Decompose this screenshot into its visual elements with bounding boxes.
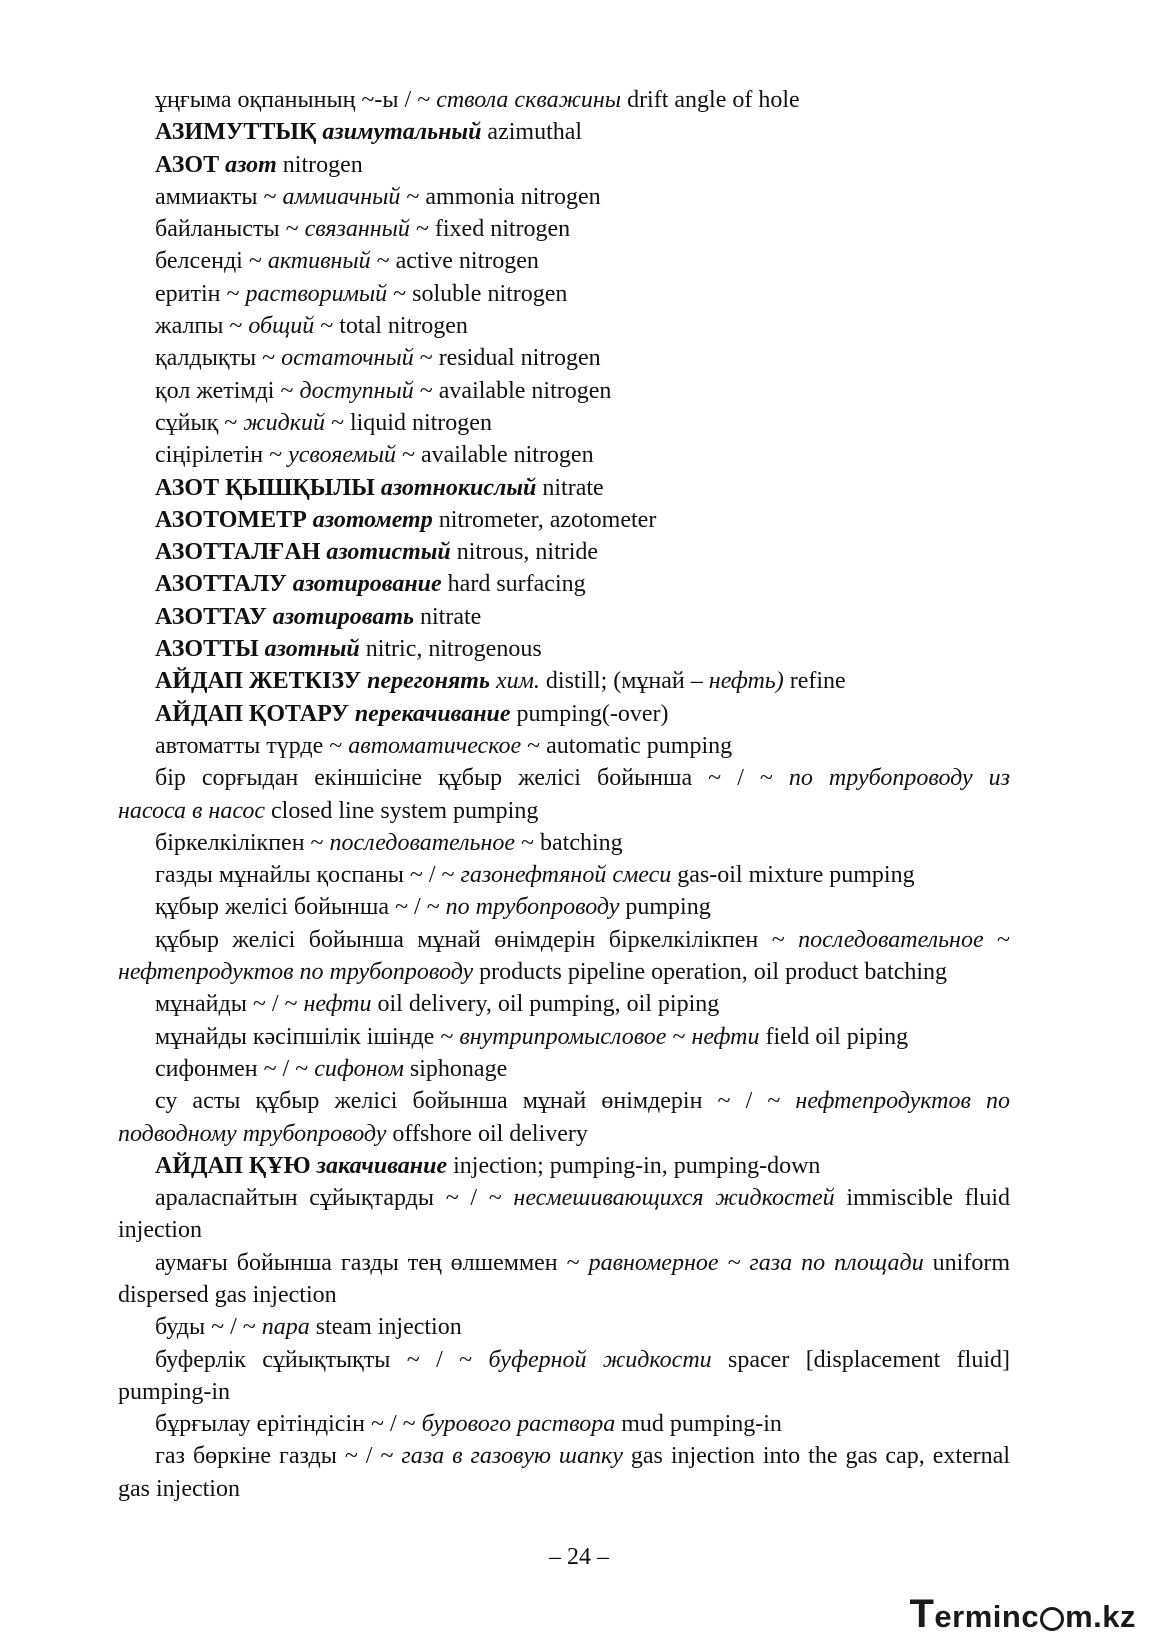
russian-term: аммиачный [282,183,401,210]
entry-text: сіңірілетін ~ [155,442,289,469]
entry-text: ~ total nitrogen [314,313,468,340]
entry-text: құбыр желісі бойынша мұнай өнімдерін біркелкілікпен ~ [155,926,799,953]
dictionary-entry-line [118,730,1010,762]
russian-term: газа в газовую шапку [401,1443,623,1470]
entry-text: offshore oil delivery [386,1120,588,1147]
dictionary-entry-line [118,924,1010,956]
entry-text: мұнайды кәсіпшілік ішінде ~ [155,1023,460,1050]
entry-text: буферлік сұйықтықты ~ / ~ [155,1346,489,1373]
entry-text: біркелкілікпен ~ [155,829,330,856]
russian-term: активный [267,248,371,275]
russian-term: нефтепродуктов по трубопроводу [118,959,474,986]
page-number: – 24 – [549,1544,609,1570]
russian-headword: азотный [264,636,360,663]
entry-text: жалпы ~ [155,313,249,340]
entry-text: белсенді ~ [155,248,268,275]
entry-text: drift angle of hole [621,87,800,113]
russian-term: насоса в насос [118,797,266,824]
russian-term: подводному трубопроводу [118,1120,387,1147]
entry-text: бір сорғыдан екіншісіне құбыр желісі бойынша ~ / ~ [155,765,789,792]
entry-text: steam injection [309,1314,462,1341]
entry-text: ~ [666,1023,692,1050]
entry-text: ~ available nitrogen [413,377,612,404]
entry-text: nitrous, nitride [450,539,599,566]
headword: АЙДАП ҚҰЮ [155,1152,317,1179]
russian-headword: перегонять [367,668,490,695]
russian-term: автоматическое [348,732,522,759]
russian-headword: азотнокислый [380,474,537,501]
russian-headword: азотометр [312,506,433,533]
entry-text: closed line system pumping [265,797,539,824]
dictionary-entry-line [118,601,1010,633]
dictionary-entry-line [118,859,1010,891]
entry-text: oil delivery, oil pumping, oil piping [371,991,720,1018]
russian-term: пара [261,1314,310,1341]
dictionary-entry-line [118,342,1010,374]
russian-headword: азотирование [292,571,442,598]
entry-text: сұйық ~ [155,409,244,436]
entry-text: ~ active nitrogen [370,248,539,275]
dictionary-entry-line [118,407,1010,439]
entry-text: nitrogen [276,151,363,178]
dictionary-entry-line [118,795,1010,827]
headword: АЙДАП ҚОТАРУ [155,700,355,727]
russian-term: усвояемый [288,442,396,469]
russian-term: нефти [691,1023,760,1050]
headword: АЗОТТАУ [155,603,273,630]
dictionary-entry-line [118,245,1010,277]
russian-term: буферной жидкости [488,1346,712,1373]
dictionary-entry-line [118,1053,1010,1085]
dictionary-entry-line [118,439,1010,471]
russian-term: связанный [304,216,410,243]
entry-text: siphonage [403,1055,508,1082]
russian-headword: закачивание [316,1152,448,1179]
entry-text: аумағы бойынша газды тең өлшеммен ~ [155,1249,589,1276]
entry-text: products pipeline operation, oil product batching [473,959,948,986]
russian-term: нефть) [708,668,784,695]
russian-term: бурового раствора [421,1411,616,1438]
dictionary-entry-line [118,665,1010,697]
entry-text: azimuthal [481,119,583,146]
headword: АЗОТ [155,151,226,178]
entry-text: ~ ammonia nitrogen [400,183,601,210]
dictionary-entry-line [118,762,1010,794]
entry-text: сифонмен ~ / ~ [155,1055,315,1082]
russian-term: остаточный [281,345,414,372]
headword: АЗОТТЫ [155,636,265,663]
dictionary-entry-line [118,278,1010,310]
russian-term: последовательное [329,829,516,856]
russian-term: общий [248,313,315,340]
russian-term: равномерное ~ газа по площади [588,1249,924,1276]
russian-term: несмешивающихся жидкостей [513,1185,835,1212]
entry-text: газды мұнайлы қоспаны ~ / ~ [155,862,461,889]
dictionary-entry-line [118,1150,1010,1182]
russian-term: по трубопроводу из [788,765,1011,792]
dictionary-entry-line [118,988,1010,1020]
entry-text: газ бөркіне газды ~ / ~ [155,1443,402,1470]
entry-text: ~ fixed nitrogen [409,216,571,243]
dictionary-entry-line [118,1344,1010,1409]
entry-text: мұнайды ~ / ~ [155,991,304,1018]
dictionary-entry-line [118,698,1010,730]
entry-text: ~ soluble nitrogen [387,280,568,307]
entry-text: nitrate [414,603,482,630]
dictionary-entry-line [118,1440,1010,1505]
russian-term: внутрипромысловое [459,1023,667,1050]
entry-text: hard surfacing [441,571,586,598]
entry-text: ~ residual nitrogen [413,345,601,372]
dictionary-entry-line [118,1311,1010,1343]
entry-text: nitrometer, azotometer [432,506,657,533]
dictionary-entry-line [118,956,1010,988]
entry-text: distill; (мұнай – [539,668,709,695]
dictionary-entry-line [118,1085,1010,1117]
entry-text: mud pumping-in [615,1411,782,1438]
russian-term: по трубопроводу [445,894,620,921]
dictionary-entry-line [118,213,1010,245]
entry-text: қол жетімді ~ [155,377,300,404]
entry-text: refine [783,668,846,695]
entry-text: pumping [619,894,711,921]
entry-text: ұңғыма оқпанының ~-ы / ~ [155,87,437,113]
entry-text: ~ available nitrogen [396,442,594,469]
headword: АЗОТОМЕТР [155,506,313,533]
dictionary-entry-line [118,149,1010,181]
dictionary-entry-line [118,504,1010,536]
headword: АЗИМУТТЫҚ [155,119,323,146]
entry-text: ~ automatic pumping [521,732,733,759]
entry-text: gas injection into the gas cap, external gas injection [118,1443,1010,1502]
termincom-logo: Terminc m.kz [909,1592,1136,1636]
dictionary-entry-line [118,568,1010,600]
russian-term: нефти [303,991,372,1018]
russian-headword: азотировать [272,603,414,630]
entry-text: автоматты түрде ~ [155,732,349,759]
russian-headword: азимутальный [322,119,482,146]
logo-circle-icon [1040,1607,1064,1631]
dictionary-entry-line [118,310,1010,342]
entry-text: nitric, nitrogenous [359,636,542,663]
dictionary-entry-line [118,633,1010,665]
dictionary-entry-line [118,1021,1010,1053]
dictionary-entry-line [118,84,1010,116]
dictionary-entry-line [118,472,1010,504]
headword: АЗОТ ҚЫШҚЫЛЫ [155,474,381,501]
entry-text: су асты құбыр желісі бойынша мұнай өнімдерін ~ / ~ [155,1088,796,1115]
entry-text: spacer [displacement fluid] pumping-in [118,1346,1010,1405]
entry-text: бұрғылау ерітіндісін ~ / ~ [155,1411,422,1438]
dictionary-entry-line [118,375,1010,407]
entry-text: буды ~ / ~ [155,1314,262,1341]
dictionary-entry-line [118,827,1010,859]
dictionary-entry-line [118,181,1010,213]
entry-text: қалдықты ~ [155,345,282,372]
russian-term: последовательное [798,926,984,953]
entry-text: ~ batching [515,829,623,856]
russian-headword: азот [225,151,277,178]
entry-text: immiscible fluid injection [118,1185,1011,1244]
russian-headword: перекачивание [354,700,511,727]
dictionary-entry-line [118,891,1010,923]
entry-text: құбыр желісі бойынша ~ / ~ [155,894,446,921]
headword: АЗОТТАЛУ [155,571,293,598]
entry-text: араласпайтын сұйықтарды ~ / ~ [155,1185,514,1212]
entry-text: gas-oil mixture pumping [671,862,915,889]
entry-text: uniform dispersed gas injection [118,1249,1010,1308]
dictionary-page-body [118,84,1010,1505]
entry-text: nitrate [536,474,604,501]
dictionary-entry-line [118,1408,1010,1440]
russian-term: доступный [299,377,414,404]
russian-term: газонефтяной смеси [460,862,672,889]
dictionary-entry-line [118,1118,1010,1150]
russian-term: ствола скважины [436,87,622,113]
dictionary-entry-line [118,1182,1010,1247]
russian-headword: азотистый [326,539,451,566]
entry-text: injection; pumping-in, pumping-down [447,1152,821,1179]
entry-text: ~ liquid nitrogen [324,409,492,436]
russian-term: нефтепродуктов по [795,1088,1010,1115]
russian-term: растворимый [245,280,388,307]
headword: АЙДАП ЖЕТКІЗУ [155,668,368,695]
entry-text: байланысты ~ [155,216,305,243]
entry-text: ~ [983,926,1010,953]
russian-term: жидкий [243,409,325,436]
entry-text: field oil piping [759,1023,909,1050]
dictionary-entry-line [118,1247,1010,1312]
dictionary-entry-line [118,536,1010,568]
headword: АЗОТТАЛҒАН [155,539,327,566]
entry-text: аммиакты ~ [155,183,283,210]
entry-text: еритін ~ [155,280,246,307]
russian-term: сифоном [314,1055,404,1082]
russian-term: хим. [495,668,540,695]
dictionary-entry-line [118,116,1010,148]
entry-text: pumping(-over) [510,700,669,727]
